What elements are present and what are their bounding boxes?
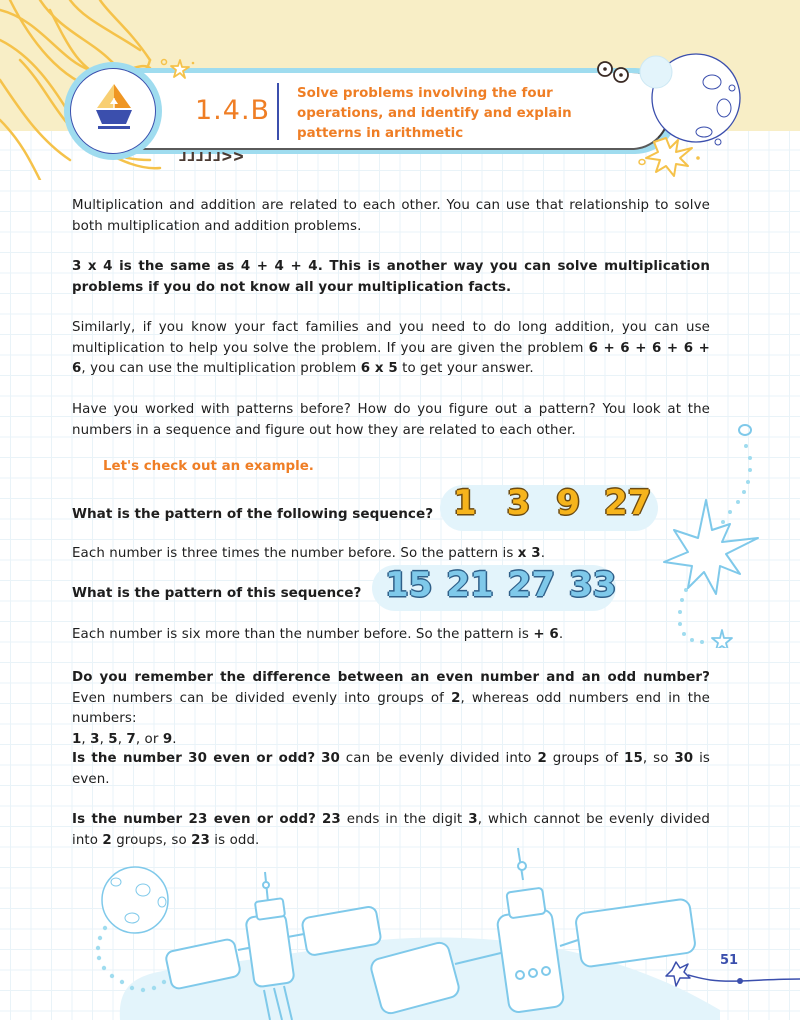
dotted-path-star-decoration (650, 418, 760, 648)
paragraph-multiplication-addition: Multiplication and addition are related to each other. You can use that relationship to solve both multiplication and addition problems. (72, 198, 710, 234)
standard-description: Solve problems involving the four operations, and identify and explain patterns in arithmetic (297, 86, 572, 141)
paragraph-30-even-odd: Is the number 30 even or odd? 30 can be evenly divided into 2 groups of 15, so 30 is even. (72, 751, 710, 787)
eyes-decoration-icon (596, 60, 636, 86)
paragraph-fact-families: Similarly, if you know your fact families and you need to do long addition, you can use multiplication to help you solve the problem. If you are given the problem 6 + 6 + 6 + 6 + 6, you can use the multiplication problem 6 x 5 to get your answer. (72, 320, 710, 376)
sequence1-answer: Each number is three times the number before. So the pattern is x 3. (72, 546, 546, 561)
sequence1-number: 3 (506, 483, 531, 523)
sailboat-icon (94, 82, 134, 134)
sequence1-number: 1 (453, 483, 477, 523)
sequence2-numbers (385, 565, 616, 605)
burst-icon (636, 134, 706, 180)
paragraph-3x4-example: 3 x 4 is the same as 4 + 4 + 4. This is another way you can solve multiplication problems if you do not know all your multiplication facts. (72, 259, 710, 295)
star-sparkle-icon (160, 56, 196, 84)
standard-code: 1.4.B (195, 95, 271, 126)
paragraph-23-even-odd: Is the number 23 even or odd? 23 ends in the digit 3, which cannot be evenly divided into 2 groups, so 23 is odd. (72, 812, 710, 848)
sequence2-question: What is the pattern of this sequence? (72, 585, 362, 601)
header-divider (277, 83, 279, 140)
sequence1-question: What is the pattern of the following sequence? (72, 506, 434, 522)
sequence2-number: 15 (385, 565, 433, 605)
paragraph-patterns-intro: Have you worked with patterns before? How do you figure out a pattern? You look at the numbers in a sequence and figure out how they are related to each other. (72, 402, 710, 438)
satellites-illustration (0, 840, 800, 1020)
example-lead: Let's check out an example. (103, 459, 314, 474)
sequence2-number: 21 (446, 565, 494, 605)
paragraph-even-odd-definition: Do you remember the difference between an even number and an odd number? Even numbers can be divided evenly into groups of 2, whereas odd numbers end in the numbers: 1, 3, 5, 7, or 9. (72, 670, 710, 747)
sequence2-number: 27 (507, 565, 555, 605)
sequence2-number: 33 (568, 565, 617, 605)
sequence1-numbers (453, 483, 651, 523)
tick-marks-decoration: ᒧᒧᒧᒧᒧᐳᐳ (179, 150, 245, 164)
page-number: 51 (720, 953, 739, 968)
sequence1-number: 27 (604, 483, 652, 523)
sequence1-number: 9 (556, 483, 581, 523)
sequence2-answer: Each number is six more than the number before. So the pattern is + 6. (72, 627, 564, 642)
